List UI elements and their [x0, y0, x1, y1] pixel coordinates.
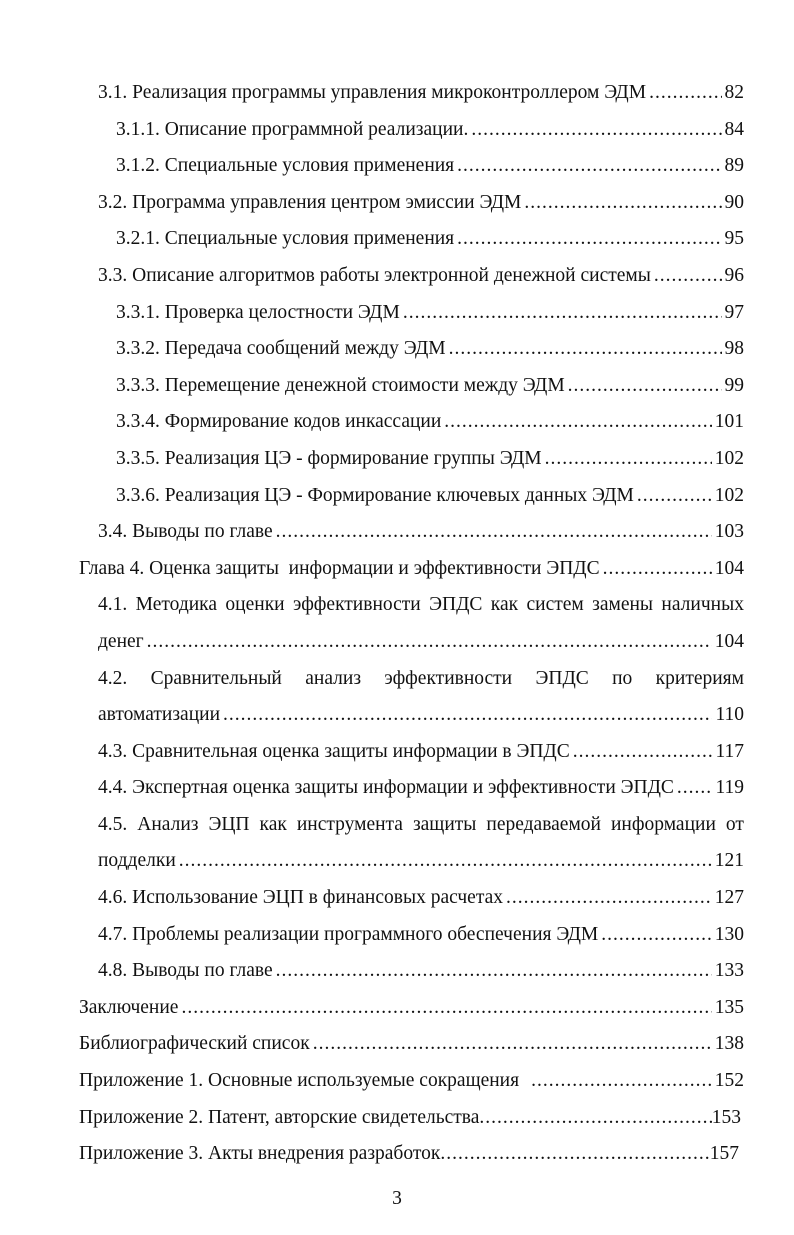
toc-entry	[116, 295, 744, 332]
word: Сравнительный	[150, 667, 282, 689]
toc-entry-title: Глава 4. Оценка защиты информации и эффективности ЭПДС	[79, 557, 600, 579]
toc-entry-page: 117	[715, 740, 744, 762]
toc-entry-title: 3.2. Программа управления центром эмиссии ЭДМ	[98, 191, 522, 213]
toc-entry	[98, 514, 744, 551]
toc-entry-title: 3.3.6. Реализация ЦЭ - Формирование ключевых данных ЭДМ	[116, 484, 634, 506]
toc-entry-title: 4.7. Проблемы реализации программного обеспечения ЭДМ	[98, 923, 599, 945]
dot-leader	[223, 697, 712, 734]
toc-entry	[116, 331, 744, 368]
toc-entry-title: Заключение	[79, 996, 179, 1018]
toc-entry-page: 110	[715, 704, 744, 726]
toc-entry-title: Приложение 2. Патент, авторские свидетельства	[79, 1106, 480, 1128]
dot-leader	[601, 917, 712, 954]
toc-entry-title: 4.4. Экспертная оценка защиты информации и эффективности ЭПДС	[98, 777, 674, 799]
word: наличных	[661, 594, 744, 616]
toc-entry-page: 152	[714, 1070, 744, 1092]
toc-entry-page: 138	[714, 1033, 744, 1055]
dot-leader	[457, 221, 721, 258]
toc-entry-page: 90	[724, 191, 744, 213]
toc-entry-page: 102	[714, 447, 744, 469]
toc-entry-title: 4.3. Сравнительная оценка защиты информации в ЭПДС	[98, 740, 570, 762]
dot-leader	[313, 1026, 712, 1063]
toc-entry-page: 104	[714, 630, 744, 652]
toc-entry-page: 157	[709, 1143, 739, 1165]
toc-entry-page: 103	[714, 521, 744, 543]
toc-entry-title: 3.1. Реализация программы управления микроконтроллером ЭДМ	[98, 82, 647, 103]
toc-entry-title-cont: денег	[98, 630, 144, 652]
toc-entry	[116, 148, 744, 185]
toc-entry-title: 4.8. Выводы по главе	[98, 960, 273, 982]
dot-leader	[479, 1100, 711, 1137]
toc-entry-title	[98, 807, 744, 844]
toc-entry	[79, 1026, 744, 1063]
toc-entry-continuation	[98, 697, 744, 734]
toc-entry	[116, 404, 744, 441]
dot-leader	[677, 770, 713, 807]
toc-entry	[79, 1136, 739, 1173]
dot-leader	[440, 1136, 709, 1173]
dot-leader	[403, 295, 722, 332]
toc-entry	[98, 185, 744, 222]
dot-leader	[531, 1063, 712, 1100]
word: ЭЦП	[208, 813, 250, 835]
toc-entry	[116, 441, 744, 478]
toc-entry	[116, 112, 744, 149]
toc-entry-title: 4.6. Использование ЭЦП в финансовых расчетах	[98, 887, 503, 909]
toc-chapter-entry	[79, 551, 744, 588]
toc-entry	[98, 770, 744, 807]
dot-leader	[573, 734, 713, 771]
toc-entry	[98, 953, 744, 990]
toc-entry-multiline	[98, 807, 744, 880]
page-number: 3	[392, 1188, 402, 1209]
dot-leader	[449, 331, 722, 368]
toc-entry-title: 3.3.4. Формирование кодов инкассации	[116, 411, 442, 433]
toc-entry-page: 127	[714, 887, 744, 909]
word: ЭПДС	[535, 667, 589, 689]
toc-entry	[116, 368, 744, 405]
toc-entry-page: 121	[714, 850, 744, 872]
word: от	[725, 813, 744, 835]
toc-entry-title: Приложение 3. Акты внедрения разработок	[79, 1143, 441, 1165]
toc-entry-title: 3.3.1. Проверка целостности ЭДМ	[116, 301, 400, 323]
dot-leader	[179, 843, 712, 880]
dot-leader	[276, 953, 712, 990]
toc-entry-multiline	[98, 587, 744, 660]
word: анализ	[305, 667, 362, 689]
word: Методика	[135, 594, 218, 616]
toc-entry-page: 84	[724, 118, 744, 140]
dot-leader	[506, 880, 712, 917]
toc-entry	[98, 917, 744, 954]
dot-leader	[603, 551, 712, 588]
word: защиты	[412, 813, 477, 835]
toc-entry-page: 104	[714, 557, 744, 579]
toc-entry-title: 3.1.1. Описание программной реализации.	[116, 118, 469, 140]
word: передаваемой	[486, 813, 601, 835]
toc-entry-page: 97	[724, 301, 744, 323]
toc-entry-page: 95	[724, 228, 744, 250]
toc-entry-page: 89	[724, 155, 744, 177]
toc-entry	[79, 1100, 741, 1137]
table-of-contents	[0, 75, 794, 1173]
toc-entry-title-cont: подделки	[98, 850, 176, 872]
toc-entry-title: 3.3.5. Реализация ЦЭ - формирование группы ЭДМ	[116, 447, 542, 469]
word: систем	[526, 594, 584, 616]
toc-entry	[98, 75, 744, 112]
word: информации	[611, 813, 716, 835]
toc-entry-title: 3.3.2. Передача сообщений между ЭДМ	[116, 338, 446, 360]
toc-entry-page: 98	[724, 338, 744, 360]
dot-leader	[181, 990, 711, 1027]
toc-entry-continuation	[98, 624, 744, 661]
toc-entry-page: 82	[724, 82, 744, 103]
dot-leader	[649, 75, 721, 112]
word: 4.5.	[98, 813, 128, 835]
toc-entry	[79, 990, 744, 1027]
dot-leader	[545, 441, 712, 478]
toc-entry-page: 96	[724, 264, 744, 286]
word: инструмента	[296, 813, 403, 835]
toc-entry	[98, 880, 744, 917]
word: как	[259, 813, 287, 835]
toc-entry-title: 3.3. Описание алгоритмов работы электронной денежной системы	[98, 264, 651, 286]
dot-leader	[457, 148, 721, 185]
toc-entry-multiline	[98, 661, 744, 734]
toc-entry-page: 102	[714, 484, 744, 506]
toc-entry-title: 3.3.3. Перемещение денежной стоимости между ЭДМ	[116, 374, 565, 396]
dot-leader	[147, 624, 712, 661]
toc-entry-continuation	[98, 843, 744, 880]
toc-entry-page: 133	[714, 960, 744, 982]
dot-leader	[637, 478, 712, 515]
toc-entry-page: 99	[724, 374, 744, 396]
word: 4.1.	[98, 594, 128, 616]
toc-entry-page: 153	[711, 1106, 741, 1128]
toc-entry	[116, 478, 744, 515]
toc-entry	[98, 258, 744, 295]
toc-entry-title-cont: автоматизации	[98, 704, 220, 726]
word: оценки	[225, 594, 285, 616]
word: эффективности	[384, 667, 513, 689]
dot-leader	[524, 185, 721, 222]
toc-entry-title: Библиографический список	[79, 1033, 310, 1055]
toc-entry-title: 3.2.1. Специальные условия применения	[116, 228, 455, 250]
toc-entry-page: 101	[714, 411, 744, 433]
word: по	[612, 667, 633, 689]
word: критериям	[655, 667, 744, 689]
toc-entry-title	[98, 587, 744, 624]
dot-leader	[654, 258, 722, 295]
word: как	[490, 594, 519, 616]
dot-leader	[276, 514, 712, 551]
toc-entry-title: Приложение 1. Основные используемые сокращения	[79, 1070, 520, 1092]
toc-entry-title: 3.4. Выводы по главе	[98, 521, 273, 543]
toc-entry	[116, 221, 744, 258]
word: Анализ	[137, 813, 199, 835]
word: 4.2.	[98, 667, 128, 689]
dot-leader	[471, 112, 721, 149]
toc-entry-page: 119	[715, 777, 744, 799]
word: эффективности	[293, 594, 421, 616]
toc-entry-page: 130	[714, 923, 744, 945]
toc-entry-title	[98, 661, 744, 698]
toc-entry-title: 3.1.2. Специальные условия применения	[116, 155, 455, 177]
dot-leader	[568, 368, 722, 405]
dot-leader	[444, 404, 711, 441]
toc-entry	[79, 1063, 744, 1100]
toc-entry-page: 135	[714, 996, 744, 1018]
word: замены	[592, 594, 654, 616]
toc-entry	[98, 734, 744, 771]
word: ЭПДС	[429, 594, 483, 616]
